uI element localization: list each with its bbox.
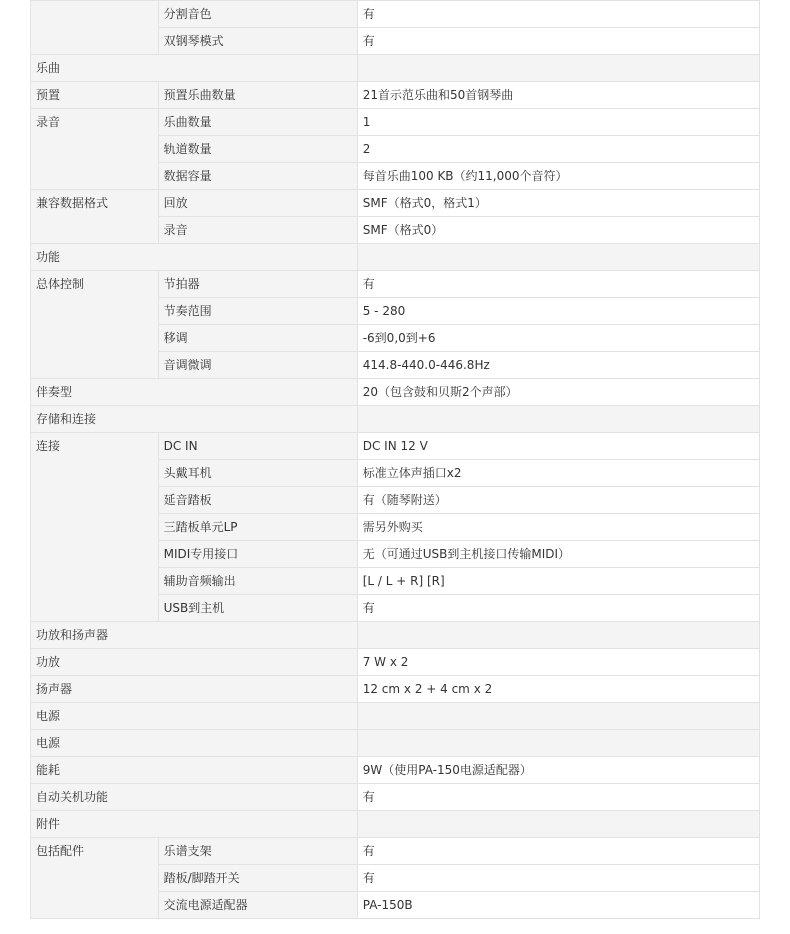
value-cell: SMF（格式0）	[357, 217, 759, 244]
section-heading: 功能	[31, 244, 358, 271]
item-cell: 移调	[158, 325, 357, 352]
item-cell: 乐曲数量	[158, 109, 357, 136]
item-cell: 预置乐曲数量	[158, 82, 357, 109]
table-row	[31, 82, 760, 109]
value-cell: 有	[357, 838, 759, 865]
table-row	[31, 784, 760, 811]
value-cell: -6到0,0到+6	[357, 325, 759, 352]
item-cell: 辅助音频输出	[158, 568, 357, 595]
item-cell: MIDI专用接口	[158, 541, 357, 568]
section-row	[31, 622, 760, 649]
table-row	[31, 838, 760, 865]
section-blank	[357, 622, 759, 649]
section-blank	[357, 55, 759, 82]
item-cell: 节奏范围	[158, 298, 357, 325]
table-row	[31, 1, 760, 28]
section-row	[31, 55, 760, 82]
section-heading: 附件	[31, 811, 358, 838]
section-blank	[357, 811, 759, 838]
value-cell: 有	[357, 865, 759, 892]
value-cell: 有	[357, 28, 759, 55]
value-cell: 20（包含鼓和贝斯2个声部）	[357, 379, 759, 406]
section-row	[31, 730, 760, 757]
table-row	[31, 379, 760, 406]
spec-table	[30, 0, 760, 919]
category-cell: 功放	[31, 649, 358, 676]
section-row	[31, 244, 760, 271]
section-blank	[357, 406, 759, 433]
section-blank	[357, 244, 759, 271]
item-cell: 双钢琴模式	[158, 28, 357, 55]
section-row	[31, 703, 760, 730]
value-cell: [L / L + R] [R]	[357, 568, 759, 595]
table-row	[31, 676, 760, 703]
table-row	[31, 433, 760, 460]
value-cell: 需另外购买	[357, 514, 759, 541]
value-cell: 标准立体声插口x2	[357, 460, 759, 487]
section-blank	[357, 703, 759, 730]
table-row	[31, 109, 760, 136]
item-cell: 录音	[158, 217, 357, 244]
section-blank	[357, 730, 759, 757]
item-cell: DC IN	[158, 433, 357, 460]
item-cell: 轨道数量	[158, 136, 357, 163]
section-row	[31, 406, 760, 433]
value-cell: 每首乐曲100 KB（约11,000个音符）	[357, 163, 759, 190]
category-cell: 录音	[31, 109, 159, 190]
section-heading: 电源	[31, 703, 358, 730]
table-row	[31, 757, 760, 784]
category-cell: 伴奏型	[31, 379, 358, 406]
value-cell: 21首示范乐曲和50首钢琴曲	[357, 82, 759, 109]
item-cell: 踏板/脚踏开关	[158, 865, 357, 892]
value-cell: 2	[357, 136, 759, 163]
category-cell: 扬声器	[31, 676, 358, 703]
item-cell: 分割音色	[158, 1, 357, 28]
value-cell: 1	[357, 109, 759, 136]
category-cell: 总体控制	[31, 271, 159, 379]
table-row	[31, 190, 760, 217]
value-cell: 有	[357, 271, 759, 298]
value-cell: 7 W x 2	[357, 649, 759, 676]
item-cell: 回放	[158, 190, 357, 217]
section-heading: 存储和连接	[31, 406, 358, 433]
category-cell: 自动关机功能	[31, 784, 358, 811]
category-cell: 预置	[31, 82, 159, 109]
section-heading: 乐曲	[31, 55, 358, 82]
category-cell: 连接	[31, 433, 159, 622]
item-cell: 乐谱支架	[158, 838, 357, 865]
value-cell: DC IN 12 V	[357, 433, 759, 460]
item-cell: 头戴耳机	[158, 460, 357, 487]
table-row	[31, 271, 760, 298]
value-cell: 有（随琴附送）	[357, 487, 759, 514]
category-cell: 包括配件	[31, 838, 159, 919]
category-cell: 能耗	[31, 757, 358, 784]
value-cell: 有	[357, 1, 759, 28]
item-cell: 延音踏板	[158, 487, 357, 514]
section-heading: 功放和扬声器	[31, 622, 358, 649]
item-cell: 节拍器	[158, 271, 357, 298]
section-heading: 电源	[31, 730, 358, 757]
item-cell: 交流电源适配器	[158, 892, 357, 919]
value-cell: 414.8-440.0-446.8Hz	[357, 352, 759, 379]
category-cell: 兼容数据格式	[31, 190, 159, 244]
item-cell: USB到主机	[158, 595, 357, 622]
value-cell: 有	[357, 784, 759, 811]
value-cell: 12 cm x 2 + 4 cm x 2	[357, 676, 759, 703]
item-cell: 三踏板单元LP	[158, 514, 357, 541]
table-row	[31, 649, 760, 676]
value-cell: 5 - 280	[357, 298, 759, 325]
value-cell: 9W（使用PA-150电源适配器）	[357, 757, 759, 784]
item-cell: 数据容量	[158, 163, 357, 190]
item-cell: 音调微调	[158, 352, 357, 379]
value-cell: 有	[357, 595, 759, 622]
value-cell: 无（可通过USB到主机接口传输MIDI）	[357, 541, 759, 568]
section-row	[31, 811, 760, 838]
category-cell	[31, 1, 159, 55]
value-cell: PA-150B	[357, 892, 759, 919]
value-cell: SMF（格式0，格式1）	[357, 190, 759, 217]
